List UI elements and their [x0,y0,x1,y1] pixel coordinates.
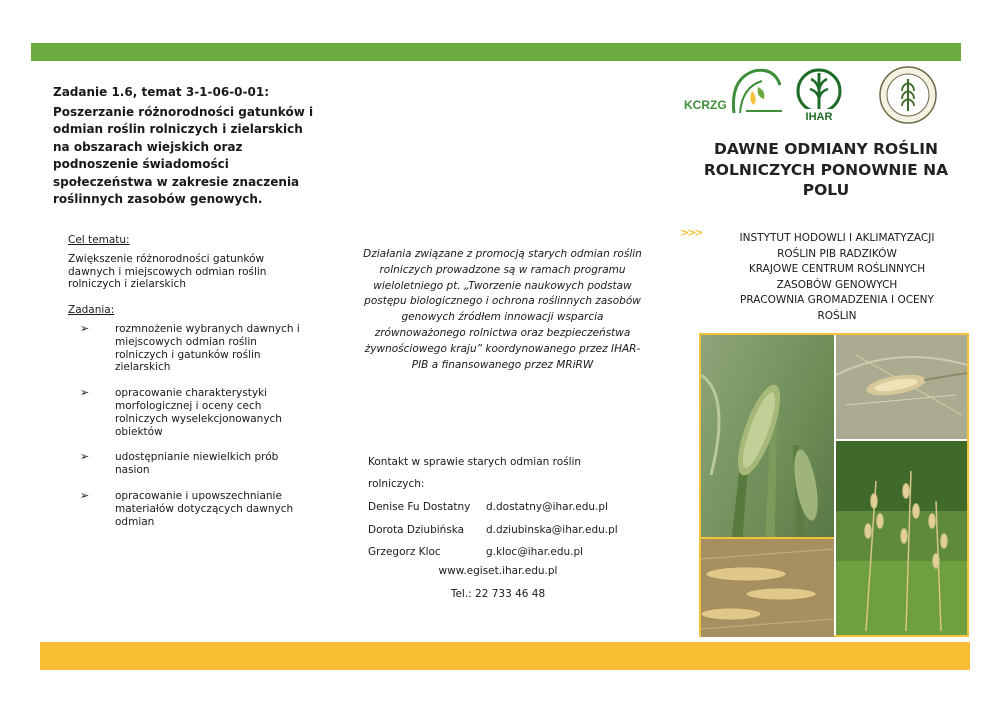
goal-label: Cel tematu: [68,234,130,246]
barley-photo [836,335,967,439]
bottom-yellow-band [40,642,970,670]
institute-line: KRAJOWE CENTRUM ROŚLINNYCH [748,263,926,275]
kcrzg-logo-text: KCRZG [684,98,727,112]
task-header [53,84,318,209]
institute-line: ZASOBÓW GENOWYCH [776,278,898,291]
photo-collage [699,333,969,637]
goal-text: Zwiększenie różnorodności gatunków dawnych i miejscowych odmian roślin rolniczych i zielarskich [68,253,267,290]
logo-bar [682,65,952,127]
arrow-bullet-icon: ➢ [80,386,90,400]
arrow-bullet-icon: ➢ [80,450,90,464]
task-title: Poszerzanie różnorodności gatunków i odmian roślin rolniczych i zielarskich na obszarach wiejskich oraz podnoszenie świadomości społeczeństwa w zakresie znaczenia roślinnych zasobów genowych. [53,104,314,206]
ihar-logo [798,70,840,123]
ministry-seal-icon [880,67,936,123]
list-item: ➢ opracowanie i upowszechnianie materiałów dotyczących dawnych odmian [80,488,294,528]
logos-svg [682,65,952,127]
contact-email[interactable]: d.dziubinska@ihar.edu.pl [486,523,618,536]
program-description: Działania związane z promocją starych odmian roślin rolniczych prowadzone są w ramach programu wieloletniego pt. „Tworzenie naukowych podstaw postępu biologicznego i ochrona roślinnych zasobów genowych źródłem innowacji wsparcia zrównoważonego rolnictwa oraz bezpieczeństwa żywnościowego kraju” koordynowanego przez IHAR-PIB a finansowanego przez MRiRW [363,248,642,371]
ihar-logo-text: IHAR [805,111,833,123]
institute-line: ROŚLIN [817,309,857,322]
list-item: ➢ rozmnożenie wybranych dawnych i miejscowych odmian roślin rolniczych i gatunków roślin zielarskich [80,322,300,374]
contact-heading: Kontakt w sprawie starych odmian roślin rolniczych: [368,456,582,490]
contact-email[interactable]: g.kloc@ihar.edu.pl [486,546,584,558]
list-item: ➢ opracowanie charakterystyki morfologicznej i oceny cech rolniczych wyselekcjonowanych obiektów [80,386,282,438]
ripe-wheat-photo [701,537,834,637]
oats-photo [836,441,967,635]
arrow-bullet-icon: ➢ [80,322,90,335]
contact-email[interactable]: d.dostatny@ihar.edu.pl [486,501,608,513]
contact-name: Grzegorz Kloc [368,546,441,558]
contact-row [368,496,618,519]
contact-list [368,496,618,564]
top-green-band [31,43,961,61]
contact-name: Dorota Dziubińska [368,523,465,536]
institute-line: PRACOWNIA GROMADZENIA I OCENY [740,294,934,306]
institute-info [712,231,962,324]
brochure-title: DAWNE ODMIANY ROŚLIN ROLNICZYCH PONOWNIE NA POLU [703,140,949,199]
contact-footer [368,560,628,605]
list-item: ➢ udostępnianie niewielkich prób nasion [80,450,279,477]
arrow-bullet-icon: ➢ [80,488,90,502]
task-id: Zadanie 1.6, temat 3-1-06-0-01: [53,85,270,99]
website-link[interactable]: www.egiset.ihar.edu.pl [438,565,558,577]
tasks-list [80,323,310,541]
tasks-label: Zadania: [68,304,115,316]
contact-row [368,519,618,542]
arrows-icon: >>> [680,226,702,239]
contact-name: Denise Fu Dostatny [368,501,471,513]
kcrzg-logo [684,70,782,113]
institute-line: ROŚLIN PIB RADZIKÓW [777,247,897,260]
institute-line: INSTYTUT HODOWLI I AKLIMATYZACJI [739,232,935,244]
phone-number: Tel.: 22 733 46 48 [450,587,546,600]
